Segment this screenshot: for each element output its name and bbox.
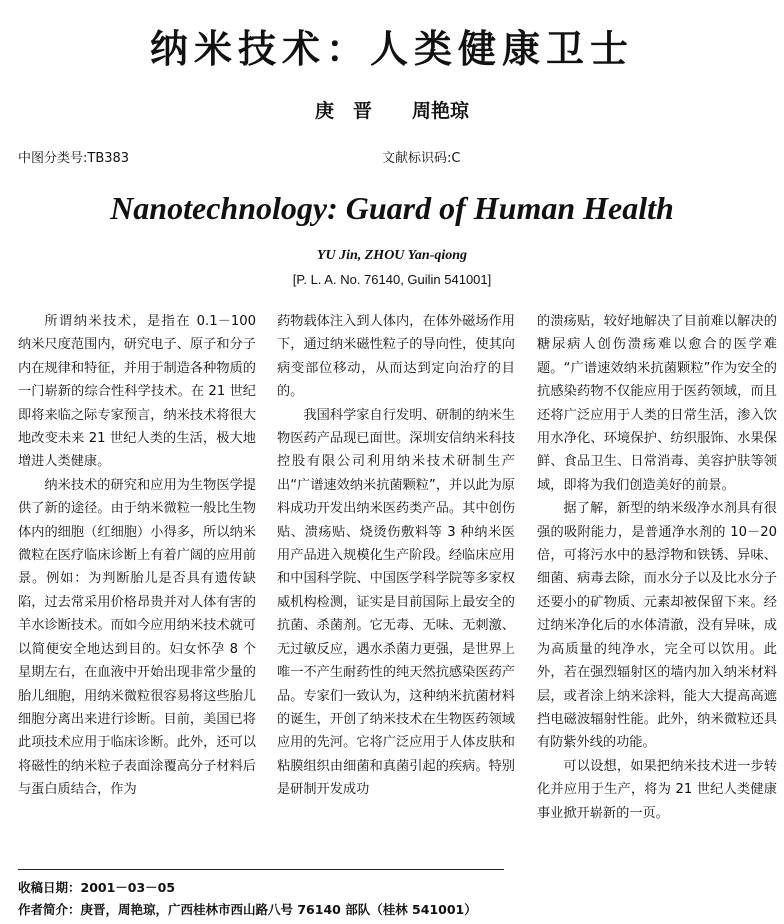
paragraph: 据了解，新型的纳米级净水剂具有很强的吸附能力，是普通净水剂的 10－20 倍，可将污水中的悬浮物和铁锈、异味、细菌、病毒去除，而水分子以及比水分子还要小的矿物质、元素却被保留下来。经过纳米净化后的水体清澈，没有异味，成为高质量的纯净水，完全可以饮用。此外，若在强烈辐射区的墙内加入纳米材料层，或者涂上纳米涂料，能大大提高高遮挡电磁波辐射性能。此外，纳米微粒还具有防紫外线的功能。: [537, 501, 777, 751]
paragraph-continued: 药物载体注入到人体内，在体外磁场作用下，通过纳米磁性粒子的导向性，使其向病变部位移动，从而达到定向治疗的目的。: [277, 314, 515, 400]
paragraph: 纳米技术的研究和应用为生物医学提供了新的途径。由于纳米微粒一般比生物体内的细胞（红细胞）小得多，所以纳米微粒在医疗临床诊断上有着广阔的应用前景。例如：为判断胎儿是否具有遗传缺陷，过去常采用价格昂贵并对人体有害的羊水诊断技术。而如今应用纳米技术就可以简便安全地达到目的。妇女怀孕 8 个星期左右，在血液中开始出现非常少量的胎儿细胞，用纳米微粒很容易将这些胎儿细胞分离出来进行诊断。目前，美国已将此项技术应用于临床诊断。此外，还可以将磁性的纳米粒子表面涂覆高分子材料后与蛋白质结合，作为: [18, 477, 256, 798]
english-affiliation: [P. L. A. No. 76140, Guilin 541001]: [292, 272, 492, 287]
paragraph-continued: 的溃疡贴，较好地解决了目前难以解决的糖尿病人创伤溃疡难以愈合的医学难题。“广谱速效纳米抗菌颗粒”作为安全的抗感染药物不仅能应用于医药领域，而且还将广泛应用于人类的日常生活，渗入饮用水净化、环境保护、纺织服饰、水果保鲜、食品卫生、日常消毒、美容护肤等领域，即将为我们创造美好的前景。: [537, 314, 777, 493]
body-column-1: [18, 310, 256, 840]
author-2: 周艳琼: [412, 100, 470, 122]
body-column-3: [537, 310, 777, 910]
clc-number: 中图分类号:TB383: [18, 151, 130, 166]
paragraph: 可以设想，如果把纳米技术进一步转化并应用于生产，将为 21 世纪人类健康事业掀开崭新的一页。: [537, 758, 777, 821]
body-column-2: [277, 310, 515, 860]
author-bio: 作者简介：庚晋，周艳琼，广西桂林市西山路八号 76140 部队（桂林 541001）: [18, 902, 477, 917]
received-date: 收稿日期：2001－03－05: [18, 880, 176, 895]
paragraph: 所谓纳米技术，是指在 0.1－100 纳米尺度范围内，研究电子、原子和分子内在规律和特征，并用于制造各种物质的一门崭新的综合性科学技术。在 21 世纪即将来临之际专家预言，纳米技术将很大地改变未来 21 世纪人类的生活，极大地增进人类健康。: [18, 314, 256, 470]
document-code: 文献标识码:C: [382, 151, 461, 166]
paragraph: 我国科学家自行发明、研制的纳米生物医药产品现已面世。深圳安信纳米科技控股有限公司利用纳米技术研制生产出“广谱速效纳米抗菌颗粒”，并以此为原料成功开发出纳米医药类产品。其中创伤贴、溃疡贴、烧烫伤敷料等 3 种纳米医用产品进入规模化生产阶段。经临床应用和中国科学院、中国医学科学院等多家权威机构检测，证实是目前国际上最安全的抗菌、杀菌剂。它无毒、无味、无刺激、无过敏反应，遇水杀菌力更强，是世界上唯一不产生耐药性的纯天然抗感染医药产品。专家们一致认为，这种纳米抗菌材料的诞生，开创了纳米技术在生物医药领域应用的先河。它将广泛应用于人体皮肤和粘膜组织由细菌和真菌引起的疾病。特别是研制开发成功: [277, 407, 515, 798]
english-authors: YU Jin, ZHOU Yan-qiong: [316, 248, 468, 263]
page-title: 纳米技术：人类健康卫士: [149, 26, 634, 71]
english-title: Nanotechnology: Guard of Human Health: [110, 190, 674, 226]
authors-cn: [0, 96, 784, 123]
footnote-divider: [18, 869, 504, 870]
author-1: 庚 晋: [314, 100, 372, 122]
